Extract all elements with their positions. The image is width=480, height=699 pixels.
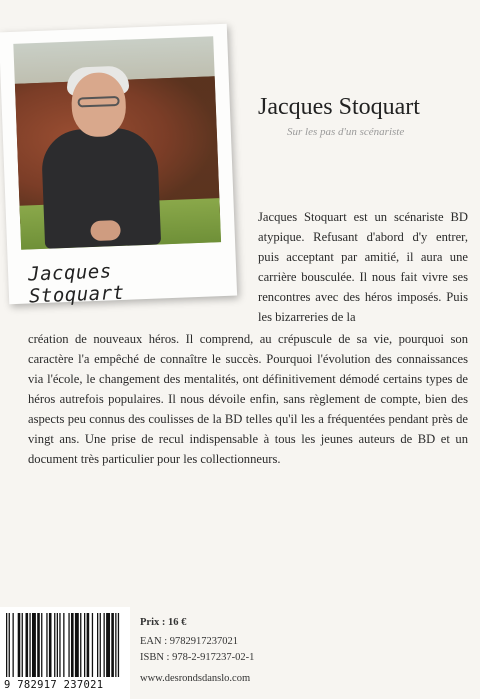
ean-label: EAN : 9782917237021: [140, 636, 238, 647]
book-subtitle: Sur les pas d'un scénariste: [287, 126, 405, 138]
publisher-website: www.desrondsdanslo.com: [140, 673, 251, 684]
author-photo: [13, 36, 221, 250]
isbn-label: ISBN : 978-2-917237-02-1: [140, 652, 255, 663]
barcode-digits: 9 782917 237021: [4, 679, 104, 691]
isbn-barcode: [0, 607, 130, 699]
author-signature: Jacques Stoquart: [27, 260, 125, 308]
photo-glasses: [77, 96, 119, 108]
blurb-text-a: Jacques Stoquart est un scénariste BD atypique. Refusant d'abord d'y entrer, puis acceptant par amitié, il aura une carrière bousculée. Il nous fait vivre ses rencontres avec des héros imposés. Puis les bizarreries de la: [258, 210, 468, 324]
barcode-bars: [6, 613, 124, 677]
author-polaroid: [0, 24, 237, 308]
blurb-text-b: création de nouveaux héros. Il comprend, au crépuscule de sa vie, pourquoi son caractère l'a empêché de connaître le succès. Pourquoi l'évolution des connaissances via l'école, le changement des mentalités, ont définitivement démodé certains types de héros autrefois populaires. Il nous dévoile enfin, sans règlement de compte, bien des aspects peu connus des coulisses de la BD telles qu'il les a fréquentées pendant près de vingt ans. Une prise de recul indispensable à tous les jeunes auteurs de BD et un document très particulier pour les collectionneurs.: [28, 332, 468, 466]
blurb-part-a: [258, 207, 468, 327]
photo-hand: [90, 220, 121, 241]
blurb-part-b: [28, 329, 468, 469]
price-label: Prix : 16 €: [140, 617, 187, 628]
book-title: Jacques Stoquart: [258, 94, 420, 120]
